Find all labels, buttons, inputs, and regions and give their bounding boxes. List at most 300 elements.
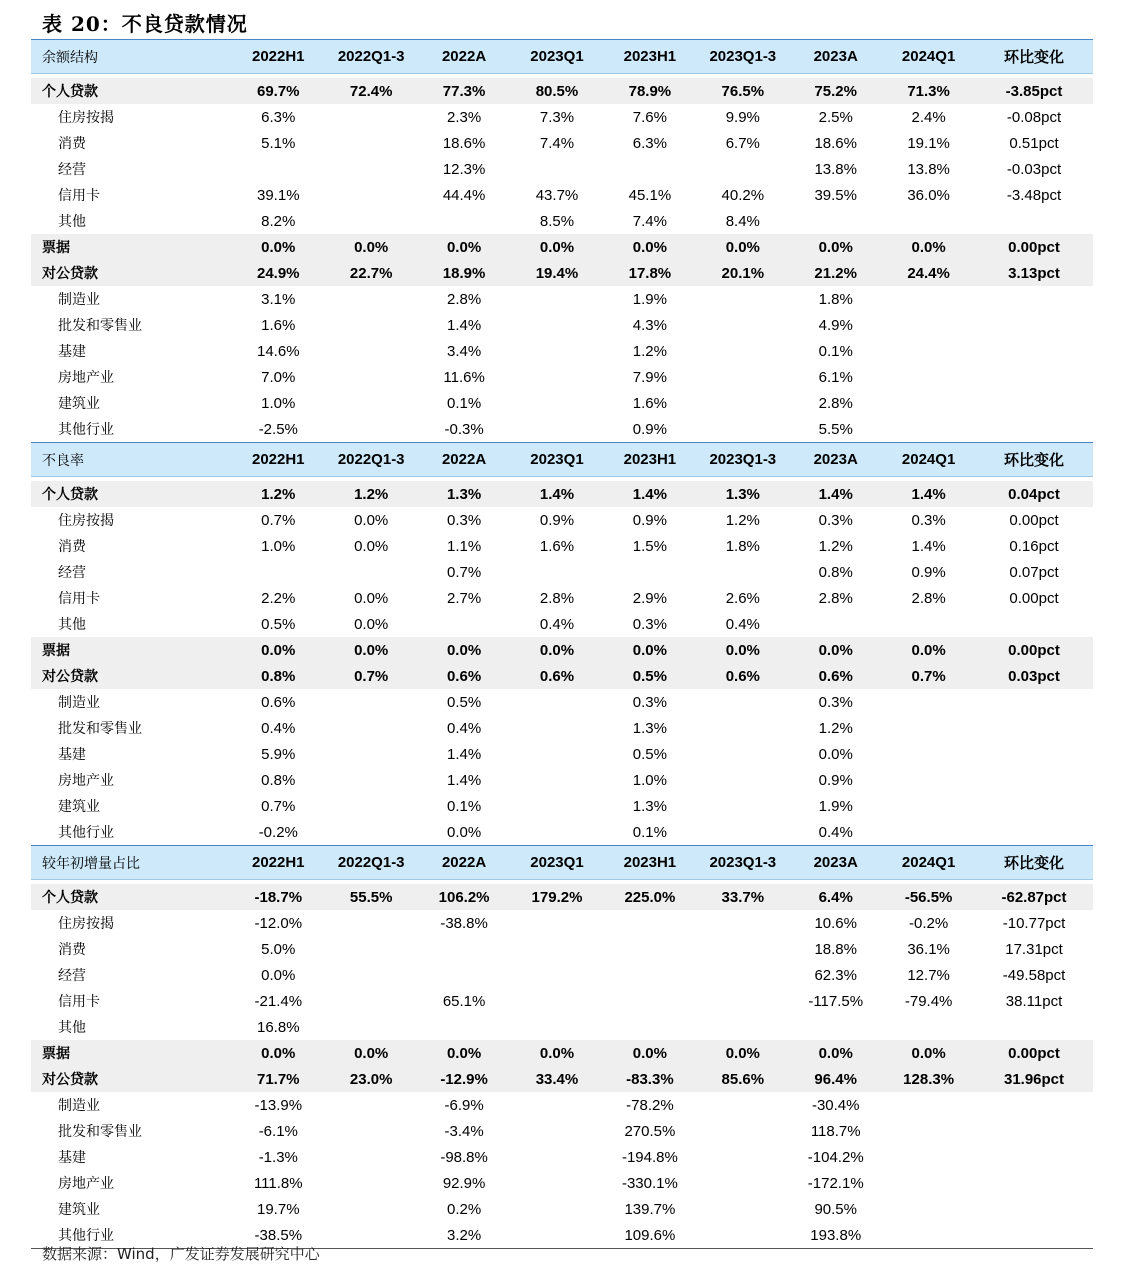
table-cell: 0.9% xyxy=(632,420,667,438)
table-cell: 17.8% xyxy=(628,264,672,282)
table-cell: -83.3% xyxy=(626,1070,674,1088)
table-cell: 0.07pct xyxy=(1009,563,1059,581)
column-header: 2024Q1 xyxy=(901,854,956,871)
table-cell: 31.96pct xyxy=(1003,1070,1065,1088)
table-cell: 1.0% xyxy=(261,537,296,555)
table-cell: 10.6% xyxy=(814,914,857,932)
table-cell: 0.51pct xyxy=(1009,134,1059,152)
column-header: 2023A xyxy=(813,48,858,65)
table-cell: 0.03pct xyxy=(1008,667,1060,685)
table-row xyxy=(31,988,1093,1014)
table-cell: 0.9% xyxy=(818,771,853,789)
table-cell: 39.5% xyxy=(814,186,857,204)
row-label: 消费 xyxy=(58,539,86,555)
column-header: 2023A xyxy=(813,854,858,871)
table-row xyxy=(31,611,1093,637)
table-cell: 0.0% xyxy=(911,641,946,659)
column-header: 2022H1 xyxy=(251,48,305,65)
table-cell: 0.0% xyxy=(818,745,853,763)
table-cell: 1.3% xyxy=(632,797,667,815)
table-section xyxy=(31,443,1093,846)
table-title: 表 20：不良贷款情况 xyxy=(42,12,248,36)
row-label: 经营 xyxy=(58,162,86,178)
table-cell: 0.0% xyxy=(539,1044,575,1062)
table-cell: 3.4% xyxy=(446,342,482,360)
table-cell: 4.3% xyxy=(632,316,667,334)
table-cell: 33.7% xyxy=(721,888,765,906)
table-cell: 69.7% xyxy=(256,82,300,100)
table-cell: -21.4% xyxy=(254,992,303,1010)
table-cell: 0.7% xyxy=(911,667,946,685)
table-cell: 40.2% xyxy=(721,186,765,204)
table-cell: 1.4% xyxy=(632,485,667,503)
table-cell: 2.8% xyxy=(446,290,482,308)
table-cell: 22.7% xyxy=(349,264,393,282)
table-cell: 5.5% xyxy=(818,420,853,438)
table-cell: 2.8% xyxy=(818,589,853,607)
table-cell: 0.3% xyxy=(632,693,667,711)
table-row xyxy=(31,104,1093,130)
table-cell: 1.0% xyxy=(261,394,296,412)
table-cell: 19.4% xyxy=(535,264,579,282)
table-cell: 9.9% xyxy=(725,108,760,126)
row-label: 消费 xyxy=(58,136,86,152)
table-cell: 12.7% xyxy=(907,966,950,984)
table-cell: 0.6% xyxy=(725,667,760,685)
table-cell: 1.4% xyxy=(818,485,853,503)
table-cell: -6.1% xyxy=(258,1122,298,1140)
table-row xyxy=(31,741,1093,767)
table-cell: 0.2% xyxy=(446,1200,482,1218)
table-row xyxy=(31,910,1093,936)
table-cell: 36.1% xyxy=(907,940,950,958)
table-cell: 0.1% xyxy=(446,797,482,815)
table-cell: 18.6% xyxy=(814,134,857,152)
table-cell: 1.4% xyxy=(446,745,482,763)
table-cell: 13.8% xyxy=(814,160,857,178)
table-cell: 19.7% xyxy=(257,1200,300,1218)
table-cell: -0.3% xyxy=(444,420,484,438)
table-cell: -1.3% xyxy=(258,1148,298,1166)
table-cell: 2.4% xyxy=(911,108,946,126)
table-cell: 0.6% xyxy=(446,667,482,685)
table-cell: 1.2% xyxy=(818,719,853,737)
table-cell: 55.5% xyxy=(349,888,393,906)
table-cell: 6.4% xyxy=(818,888,853,906)
row-label: 建筑业 xyxy=(58,396,100,412)
table-section xyxy=(31,40,1093,443)
table-cell: 0.3% xyxy=(818,693,853,711)
row-label: 基建 xyxy=(58,1150,86,1166)
row-label: 其他行业 xyxy=(58,422,114,438)
table-cell: 45.1% xyxy=(628,186,672,204)
table-cell: 96.4% xyxy=(814,1070,857,1088)
column-header: 2022H1 xyxy=(251,854,305,871)
row-label: 房地产业 xyxy=(58,773,114,789)
table-cell: 1.6% xyxy=(632,394,667,412)
column-header: 2022A xyxy=(441,854,487,871)
table-cell: 0.0% xyxy=(354,511,389,529)
table-cell: 0.6% xyxy=(261,693,296,711)
table-cell: -49.58pct xyxy=(1002,966,1066,984)
table-cell: 2.3% xyxy=(446,108,482,126)
table-row xyxy=(31,1092,1093,1118)
table-cell: 0.4% xyxy=(818,823,853,841)
table-cell: 62.3% xyxy=(814,966,857,984)
table-cell: 0.0% xyxy=(354,1044,389,1062)
table-cell: 1.4% xyxy=(446,316,482,334)
table-cell: 39.1% xyxy=(257,186,300,204)
table-cell: 21.2% xyxy=(814,264,857,282)
column-header: 环比变化 xyxy=(1004,452,1065,469)
table-cell: -0.2% xyxy=(909,914,949,932)
table-cell: 2.7% xyxy=(446,589,482,607)
table-cell: 2.8% xyxy=(818,394,853,412)
table-row xyxy=(31,234,1093,260)
column-header: 2024Q1 xyxy=(901,48,956,65)
table-row xyxy=(31,533,1093,559)
table-cell: 0.0% xyxy=(911,238,946,256)
table-cell: 14.6% xyxy=(257,342,300,360)
table-cell: 0.1% xyxy=(818,342,853,360)
table-cell: 0.5% xyxy=(632,745,667,763)
table-cell: 0.0% xyxy=(261,966,296,984)
row-label: 对公贷款 xyxy=(42,1072,98,1088)
column-header: 2023Q1 xyxy=(530,451,584,468)
table-cell: 0.3% xyxy=(911,511,946,529)
table-row xyxy=(31,884,1093,910)
npl-table xyxy=(31,39,1093,1249)
table-cell: -117.5% xyxy=(808,992,864,1010)
column-header: 2023H1 xyxy=(623,854,677,871)
table-cell: 0.3% xyxy=(632,615,667,633)
table-cell: 0.0% xyxy=(354,537,389,555)
table-cell: 5.0% xyxy=(261,940,296,958)
table-cell: 0.04pct xyxy=(1008,485,1060,503)
table-cell: 0.0% xyxy=(354,238,389,256)
table-cell: 7.3% xyxy=(539,108,575,126)
row-label: 制造业 xyxy=(58,695,100,711)
table-cell: 7.4% xyxy=(632,212,667,230)
table-cell: 0.5% xyxy=(446,693,482,711)
table-cell: 0.7% xyxy=(354,667,389,685)
table-cell: 0.0% xyxy=(261,238,296,256)
table-cell: 0.0% xyxy=(354,615,389,633)
table-cell: 0.0% xyxy=(446,641,482,659)
table-cell: 0.8% xyxy=(261,771,296,789)
table-cell: 128.3% xyxy=(903,1070,955,1088)
table-cell: 0.00pct xyxy=(1009,589,1059,607)
table-cell: -3.4% xyxy=(444,1122,484,1140)
table-cell: 0.9% xyxy=(632,511,667,529)
table-cell: 0.16pct xyxy=(1009,537,1059,555)
table-cell: 0.4% xyxy=(725,615,760,633)
table-cell: 23.0% xyxy=(349,1070,393,1088)
table-cell: 1.4% xyxy=(911,485,946,503)
table-row xyxy=(31,507,1093,533)
table-row xyxy=(31,156,1093,182)
table-cell: 2.2% xyxy=(261,589,296,607)
table-cell: 2.8% xyxy=(539,589,575,607)
row-label: 信用卡 xyxy=(58,994,100,1010)
table-cell: -38.5% xyxy=(254,1226,303,1244)
table-cell: 0.1% xyxy=(446,394,482,412)
table-cell: 0.1% xyxy=(632,823,667,841)
row-label: 个人贷款 xyxy=(42,890,98,906)
row-label: 建筑业 xyxy=(58,799,100,815)
table-cell: 92.9% xyxy=(442,1174,486,1192)
table-cell: -38.8% xyxy=(440,914,488,932)
row-label: 票据 xyxy=(42,240,70,256)
table-cell: 1.8% xyxy=(818,290,853,308)
table-row xyxy=(31,1118,1093,1144)
table-row xyxy=(31,1144,1093,1170)
table-cell: -172.1% xyxy=(807,1174,864,1192)
table-cell: 11.6% xyxy=(443,368,485,386)
table-row xyxy=(31,793,1093,819)
table-cell: 72.4% xyxy=(349,82,393,100)
column-header: 环比变化 xyxy=(1004,855,1065,872)
table-cell: 0.00pct xyxy=(1008,641,1060,659)
table-cell: 1.9% xyxy=(632,290,667,308)
column-header: 2023A xyxy=(813,451,858,468)
row-label: 对公贷款 xyxy=(42,669,98,685)
table-cell: 7.9% xyxy=(632,368,667,386)
table-cell: -0.03pct xyxy=(1006,160,1062,178)
table-row xyxy=(31,962,1093,988)
column-header: 环比变化 xyxy=(1004,49,1065,66)
row-label: 其他 xyxy=(58,214,86,230)
table-cell: 118.7% xyxy=(810,1122,861,1140)
table-row xyxy=(31,1014,1093,1040)
table-cell: -13.9% xyxy=(254,1096,303,1114)
table-row xyxy=(31,286,1093,312)
column-header: 2023Q1-3 xyxy=(709,48,777,65)
table-cell: 0.9% xyxy=(911,563,946,581)
row-label: 个人贷款 xyxy=(42,84,98,100)
table-cell: 76.5% xyxy=(721,82,765,100)
table-cell: -3.48pct xyxy=(1006,186,1062,204)
table-cell: 8.5% xyxy=(539,212,575,230)
table-row xyxy=(31,416,1093,442)
table-cell: 0.0% xyxy=(632,1044,667,1062)
column-header: 2024Q1 xyxy=(901,451,956,468)
table-cell: 75.2% xyxy=(814,82,857,100)
table-cell: 2.5% xyxy=(818,108,853,126)
table-cell: 7.0% xyxy=(261,368,296,386)
table-cell: 0.0% xyxy=(632,641,667,659)
table-cell: 0.7% xyxy=(261,511,296,529)
table-cell: 0.6% xyxy=(539,667,575,685)
table-row xyxy=(31,78,1093,104)
column-header: 2023H1 xyxy=(623,48,677,65)
row-label: 信用卡 xyxy=(58,188,100,204)
table-cell: 1.2% xyxy=(818,537,853,555)
column-header: 2022A xyxy=(441,48,487,65)
row-label: 其他行业 xyxy=(58,825,114,841)
row-label: 其他 xyxy=(58,617,86,633)
table-cell: -0.2% xyxy=(258,823,298,841)
table-row xyxy=(31,364,1093,390)
table-cell: 1.4% xyxy=(446,771,482,789)
table-cell: 19.1% xyxy=(907,134,950,152)
table-cell: 0.00pct xyxy=(1009,511,1059,529)
table-cell: 2.9% xyxy=(632,589,667,607)
table-cell: 4.9% xyxy=(818,316,853,334)
table-cell: -194.8% xyxy=(621,1148,678,1166)
table-cell: 20.1% xyxy=(721,264,765,282)
table-cell: 0.5% xyxy=(632,667,667,685)
table-cell: 7.4% xyxy=(539,134,575,152)
table-cell: 0.0% xyxy=(539,238,575,256)
table-cell: 0.00pct xyxy=(1008,1044,1060,1062)
table-cell: 36.0% xyxy=(907,186,950,204)
table-cell: -62.87pct xyxy=(1001,888,1067,906)
row-label: 住房按揭 xyxy=(58,110,114,126)
table-cell: 85.6% xyxy=(721,1070,765,1088)
table-row xyxy=(31,481,1093,507)
row-label: 个人贷款 xyxy=(42,487,98,503)
table-cell: -98.8% xyxy=(440,1148,488,1166)
table-cell: 0.0% xyxy=(911,1044,946,1062)
table-cell: 1.2% xyxy=(632,342,667,360)
table-section xyxy=(31,846,1093,1249)
table-cell: -10.77pct xyxy=(1002,914,1066,932)
table-cell: 1.2% xyxy=(261,485,296,503)
table-cell: 1.6% xyxy=(261,316,296,334)
table-cell: 0.3% xyxy=(446,511,482,529)
table-cell: 18.8% xyxy=(814,940,857,958)
table-cell: 6.3% xyxy=(261,108,296,126)
table-cell: 0.0% xyxy=(261,1044,296,1062)
table-cell: 16.8% xyxy=(257,1018,300,1036)
table-cell: 2.6% xyxy=(725,589,760,607)
table-cell: 8.2% xyxy=(261,212,296,230)
table-cell: 139.7% xyxy=(624,1200,676,1218)
table-cell: 1.4% xyxy=(911,537,946,555)
table-row xyxy=(31,663,1093,689)
column-header: 2022Q1-3 xyxy=(337,451,405,468)
table-cell: 33.4% xyxy=(535,1070,579,1088)
row-label: 票据 xyxy=(42,643,70,659)
table-cell: 1.2% xyxy=(354,485,389,503)
table-row xyxy=(31,260,1093,286)
row-label: 经营 xyxy=(58,565,86,581)
table-cell: 3.2% xyxy=(446,1226,482,1244)
column-header: 2023Q1-3 xyxy=(709,451,777,468)
table-cell: 109.6% xyxy=(624,1226,676,1244)
column-header: 2023Q1-3 xyxy=(709,854,777,871)
section-header-row xyxy=(31,846,1093,880)
table-cell: 38.11pct xyxy=(1005,992,1063,1010)
table-cell: 3.13pct xyxy=(1008,264,1060,282)
table-cell: 3.1% xyxy=(261,290,296,308)
table-cell: -0.08pct xyxy=(1006,108,1062,126)
table-cell: 270.5% xyxy=(624,1122,676,1140)
table-cell: 0.0% xyxy=(446,1044,482,1062)
table-cell: 0.4% xyxy=(261,719,296,737)
table-row xyxy=(31,208,1093,234)
row-label: 建筑业 xyxy=(58,1202,100,1218)
table-cell: 179.2% xyxy=(531,888,583,906)
table-cell: 0.9% xyxy=(539,511,575,529)
row-label: 基建 xyxy=(58,344,86,360)
table-cell: -78.2% xyxy=(626,1096,674,1114)
table-cell: 1.3% xyxy=(446,485,482,503)
table-cell: 0.0% xyxy=(354,641,389,659)
table-row xyxy=(31,390,1093,416)
table-cell: -330.1% xyxy=(621,1174,678,1192)
table-row xyxy=(31,1066,1093,1092)
source-note: 数据来源：Wind，广发证券发展研究中心 xyxy=(42,1245,320,1263)
row-label: 信用卡 xyxy=(58,591,100,607)
table-cell: 24.9% xyxy=(256,264,300,282)
table-cell: 71.3% xyxy=(907,82,950,100)
table-cell: 71.7% xyxy=(256,1070,300,1088)
table-cell: 106.2% xyxy=(438,888,490,906)
table-cell: 24.4% xyxy=(907,264,950,282)
column-header: 2023Q1 xyxy=(530,48,584,65)
table-cell: 5.9% xyxy=(261,745,296,763)
column-header: 2023H1 xyxy=(623,451,677,468)
table-cell: 0.6% xyxy=(818,667,853,685)
table-cell: -18.7% xyxy=(254,888,303,906)
section-header-row xyxy=(31,40,1093,74)
table-row xyxy=(31,767,1093,793)
row-label: 批发和零售业 xyxy=(58,1124,142,1140)
table-cell: 0.0% xyxy=(261,641,296,659)
table-cell: 0.0% xyxy=(446,823,482,841)
table-cell: 18.9% xyxy=(442,264,486,282)
table-cell: 0.0% xyxy=(725,641,760,659)
table-cell: -30.4% xyxy=(811,1096,860,1114)
table-cell: 1.3% xyxy=(632,719,667,737)
row-label: 其他行业 xyxy=(58,1228,114,1244)
table-cell: 5.1% xyxy=(261,134,296,152)
table-cell: 1.6% xyxy=(539,537,575,555)
table-row xyxy=(31,312,1093,338)
table-cell: 0.0% xyxy=(446,238,482,256)
table-row xyxy=(31,1040,1093,1066)
column-header: 2023Q1 xyxy=(530,854,584,871)
table-cell: 77.3% xyxy=(442,82,486,100)
table-cell: 1.4% xyxy=(539,485,575,503)
table-cell: 13.8% xyxy=(907,160,950,178)
table-cell: 90.5% xyxy=(814,1200,857,1218)
row-label: 批发和零售业 xyxy=(58,318,142,334)
row-label: 制造业 xyxy=(58,1098,100,1114)
table-cell: -79.4% xyxy=(904,992,953,1010)
row-label: 其他 xyxy=(58,1020,86,1036)
table-cell: -3.85pct xyxy=(1005,82,1063,100)
table-cell: 225.0% xyxy=(624,888,676,906)
table-row xyxy=(31,819,1093,845)
table-cell: 193.8% xyxy=(810,1226,862,1244)
table-cell: 0.0% xyxy=(818,238,853,256)
table-row xyxy=(31,936,1093,962)
table-cell: 6.7% xyxy=(725,134,760,152)
table-cell: 111.8% xyxy=(253,1174,303,1192)
column-header: 2022Q1-3 xyxy=(337,854,405,871)
row-label: 制造业 xyxy=(58,292,100,308)
table-row xyxy=(31,585,1093,611)
row-label: 对公贷款 xyxy=(42,266,98,282)
table-cell: 2.8% xyxy=(911,589,946,607)
section-header-label: 余额结构 xyxy=(42,49,98,66)
table-cell: 0.0% xyxy=(725,238,760,256)
table-cell: -6.9% xyxy=(444,1096,484,1114)
table-row xyxy=(31,637,1093,663)
